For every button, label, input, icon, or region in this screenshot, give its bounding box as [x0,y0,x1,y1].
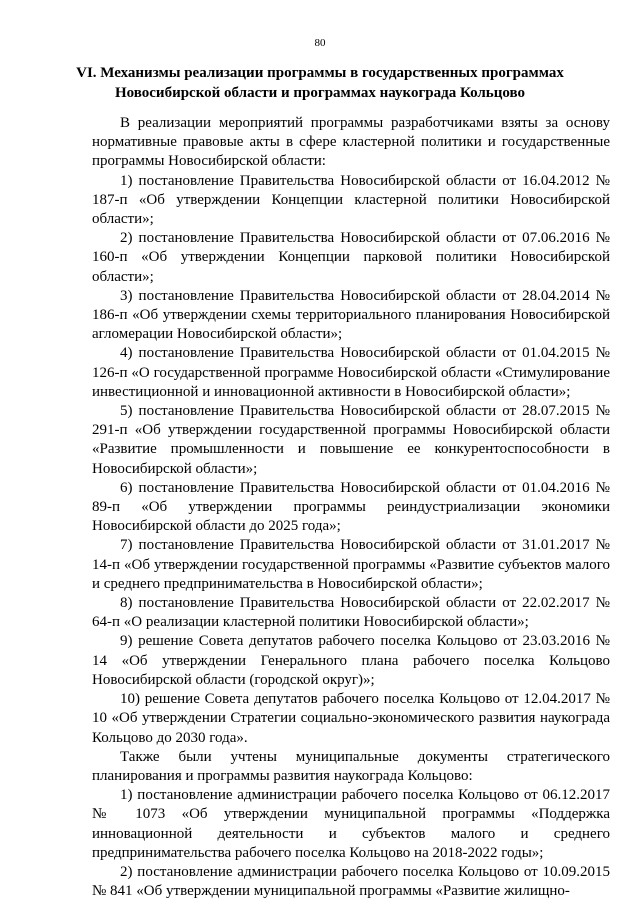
list-item: 5) постановление Правительства Новосибирской области от 28.07.2015 № 291-п «Об утверждении государственной программы Новосибирской области «Развитие промышленности и повышение ее конкурентоспособности в Новосибирской области»; [92,403,610,477]
section-heading-line-2: Новосибирской области и программах наукограда Кольцово [114,85,525,101]
transition-paragraph: Также были учтены муниципальные документы стратегического планирования и программы развития наукограда Кольцово: [92,748,610,784]
list-item: 10) решение Совета депутатов рабочего поселка Кольцово от 12.04.2017 № 10 «Об утверждении Стратегии социально-экономического развития наукограда Кольцово до 2030 года». [92,691,610,746]
page-number: 80 [314,37,326,49]
list-item: 9) решение Совета депутатов рабочего поселка Кольцово от 23.03.2016 № 14 «Об утверждении Генерального плана рабочего поселка Кольцово Новосибирской области (городской округ)»; [92,633,610,688]
list-item: 2) постановление Правительства Новосибирской области от 07.06.2016 № 160-п «Об утверждении Концепции парковой политики Новосибирской области»; [92,230,610,285]
list-item: 8) постановление Правительства Новосибирской области от 22.02.2017 № 64-п «О реализации кластерной политики Новосибирской области»; [92,595,610,631]
list-item: 1) постановление Правительства Новосибирской области от 16.04.2012 № 187-п «Об утверждении Концепции кластерной политики Новосибирской области»; [92,172,610,228]
list-item: 1) постановление администрации рабочего поселка Кольцово от 06.12.2017 № 1073 «Об утверждении муниципальной программы «Поддержка инновационной деятельности и субъектов малого и среднего предпринимательства рабочего поселка Кольцово на 2018-2022 годы»; [92,787,610,861]
intro-paragraph: В реализации мероприятий программы разработчиками взяты за основу нормативные правовые акты в сфере кластерной политики и государственные программы Новосибирской области: [92,115,610,170]
list-item: 2) постановление администрации рабочего поселка Кольцово от 10.09.2015 № 841 «Об утверждении муниципальной программы «Развитие жилищно- [92,863,610,900]
list-item: 3) постановление Правительства Новосибирской области от 28.04.2014 № 186-п «Об утверждении схемы территориального планирования Новосибирской агломерации Новосибирской области»; [92,287,610,343]
section-heading [40,63,600,103]
list-item: 7) постановление Правительства Новосибирской области от 31.01.2017 № 14-п «Об утверждении государственной программы «Развитие субъектов малого и среднего предпринимательства в Новосибирской области»; [92,537,610,592]
body-text [92,114,610,901]
list-item: 4) постановление Правительства Новосибирской области от 01.04.2015 № 126-п «О государственной программе Новосибирской области «Стимулирование инвестиционной и инновационной активности в Новосибирской области»; [92,345,610,400]
section-heading-line-1: VI. Механизмы реализации программы в государственных программах [76,65,564,81]
list-item: 6) постановление Правительства Новосибирской области от 01.04.2016 № 89-п «Об утверждении программы реиндустриализации экономики Новосибирской области до 2025 года»; [92,479,610,535]
